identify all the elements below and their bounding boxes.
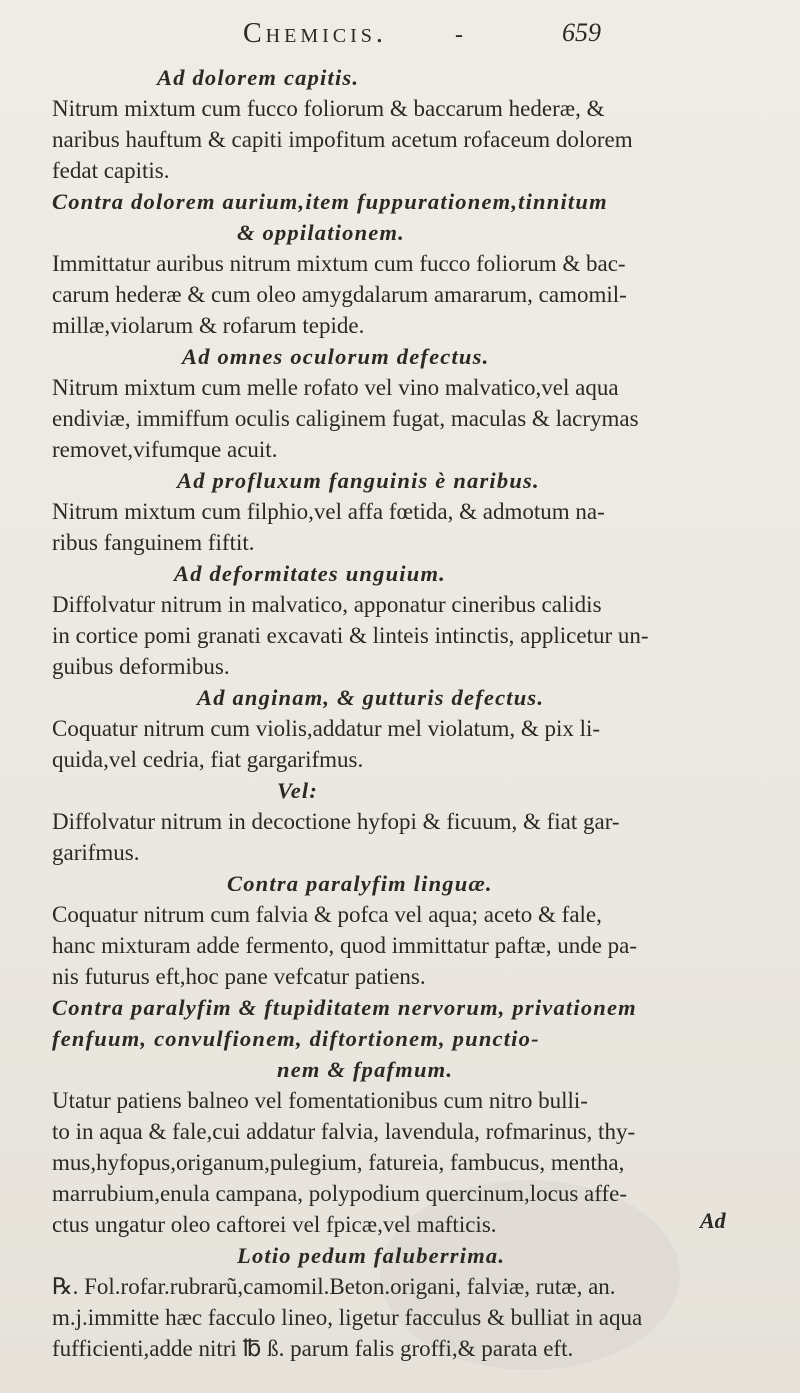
section-paragraph — [52, 806, 742, 868]
section-heading: Ad profluxum fanguinis è naribus. — [177, 468, 540, 493]
section-heading: Lotio pedum faluberrima. — [237, 1243, 506, 1268]
text-line: Immittatur auribus nitrum mixtum cum fucco foliorum & bac- — [52, 251, 626, 276]
text-line: Diffolvatur nitrum in malvatico, apponatur cineribus calidis — [52, 592, 602, 617]
text-line: in cortice pomi granati excavati & linteis intinctis, applicetur un- — [52, 623, 649, 648]
text-line: removet,vifumque acuit. — [52, 437, 278, 462]
section-paragraph — [52, 248, 742, 341]
section-heading-cont: & oppilationem. — [237, 220, 406, 245]
text-line: guibus deformibus. — [52, 654, 230, 679]
page-number: 659 — [562, 18, 601, 47]
text-line: m.j.immitte hæc facculo lineo, ligetur facculus & bulliat in aqua — [52, 1305, 643, 1330]
text-line: endiviæ, immiffum oculis caliginem fugat, maculas & lacrymas — [52, 406, 639, 431]
page-header — [0, 18, 800, 58]
section-heading: Ad deformitates unguium. — [174, 561, 446, 586]
section-heading: Ad omnes oculorum defectus. — [182, 344, 490, 369]
text-line: nis futurus eft,hoc pane vefcatur patiens. — [52, 964, 426, 989]
text-line: to in aqua & fale,cui addatur falvia, lavendula, rofmarinus, thy- — [52, 1119, 636, 1144]
section-heading: Vel: — [277, 778, 319, 803]
section-paragraph — [52, 496, 742, 558]
section-heading: Contra paralyfim & ftupiditatem nervorum, privationem — [52, 995, 637, 1020]
text-line: Nitrum mixtum cum melle rofato vel vino malvatico,vel aqua — [52, 375, 619, 400]
section-heading-cont: fenfuum, convulfionem, diftortionem, punctio- — [52, 1026, 540, 1051]
header-dash: - — [455, 22, 463, 48]
text-line: hanc mixturam adde fermento, quod immittatur paftæ, unde pa- — [52, 933, 638, 958]
text-line: mus,hyfopus,origanum,pulegium, fatureia, fambucus, mentha, — [52, 1150, 625, 1175]
text-line: ℞. Fol.rofar.rubrarũ,camomil.Beton.origani, falviæ, rutæ, an. — [52, 1274, 616, 1299]
text-line: fufficienti,adde nitri ℔ ß. parum falis groffi,& parata eft. — [52, 1336, 574, 1361]
text-line: Nitrum mixtum cum fucco foliorum & baccarum hederæ, & — [52, 96, 605, 121]
text-line: ribus fanguinem fiftit. — [52, 530, 255, 555]
text-line: Utatur patiens balneo vel fomentationibus cum nitro bulli- — [52, 1088, 588, 1113]
section-paragraph — [52, 589, 742, 682]
section-paragraph — [52, 1271, 742, 1364]
text-line: Nitrum mixtum cum filphio,vel affa fœtida, & admotum na- — [52, 499, 605, 524]
section-heading: Contra paralyfim linguæ. — [227, 871, 493, 896]
section-paragraph — [52, 1085, 742, 1240]
section-heading: Ad anginam, & gutturis defectus. — [197, 685, 545, 710]
text-line: fedat capitis. — [52, 158, 170, 183]
text-line: carum hederæ & cum oleo amygdalarum amararum, camomil- — [52, 282, 627, 307]
section-paragraph — [52, 713, 742, 775]
section-paragraph — [52, 899, 742, 992]
text-line: garifmus. — [52, 840, 140, 865]
text-line: ctus ungatur oleo caftorei vel fpicæ,vel mafticis. — [52, 1212, 497, 1237]
section-heading: Ad dolorem capitis. — [157, 65, 360, 90]
section-paragraph — [52, 93, 742, 186]
text-line: Diffolvatur nitrum in decoctione hyfopi & ficuum, & fiat gar- — [52, 809, 620, 834]
text-line: millæ,violarum & rofarum tepide. — [52, 313, 365, 338]
running-title: Chemicis. — [243, 18, 387, 49]
text-line: Coquatur nitrum cum violis,addatur mel violatum, & pix li- — [52, 716, 601, 741]
section-heading: Contra dolorem aurium,item fuppurationem,tinnitum — [52, 189, 608, 214]
catchword: Ad — [700, 1208, 726, 1233]
text-line: quida,vel cedria, fiat gargarifmus. — [52, 747, 364, 772]
section-paragraph — [52, 372, 742, 465]
section-heading-cont: nem & fpafmum. — [277, 1057, 454, 1082]
text-line: marrubium,enula campana, polypodium quercinum,locus affe- — [52, 1181, 628, 1206]
text-line: Coquatur nitrum cum falvia & pofca vel aqua; aceto & fale, — [52, 902, 602, 927]
main-text — [52, 62, 742, 1364]
text-line: naribus hauftum & capiti impofitum acetum rofaceum dolorem — [52, 127, 633, 152]
